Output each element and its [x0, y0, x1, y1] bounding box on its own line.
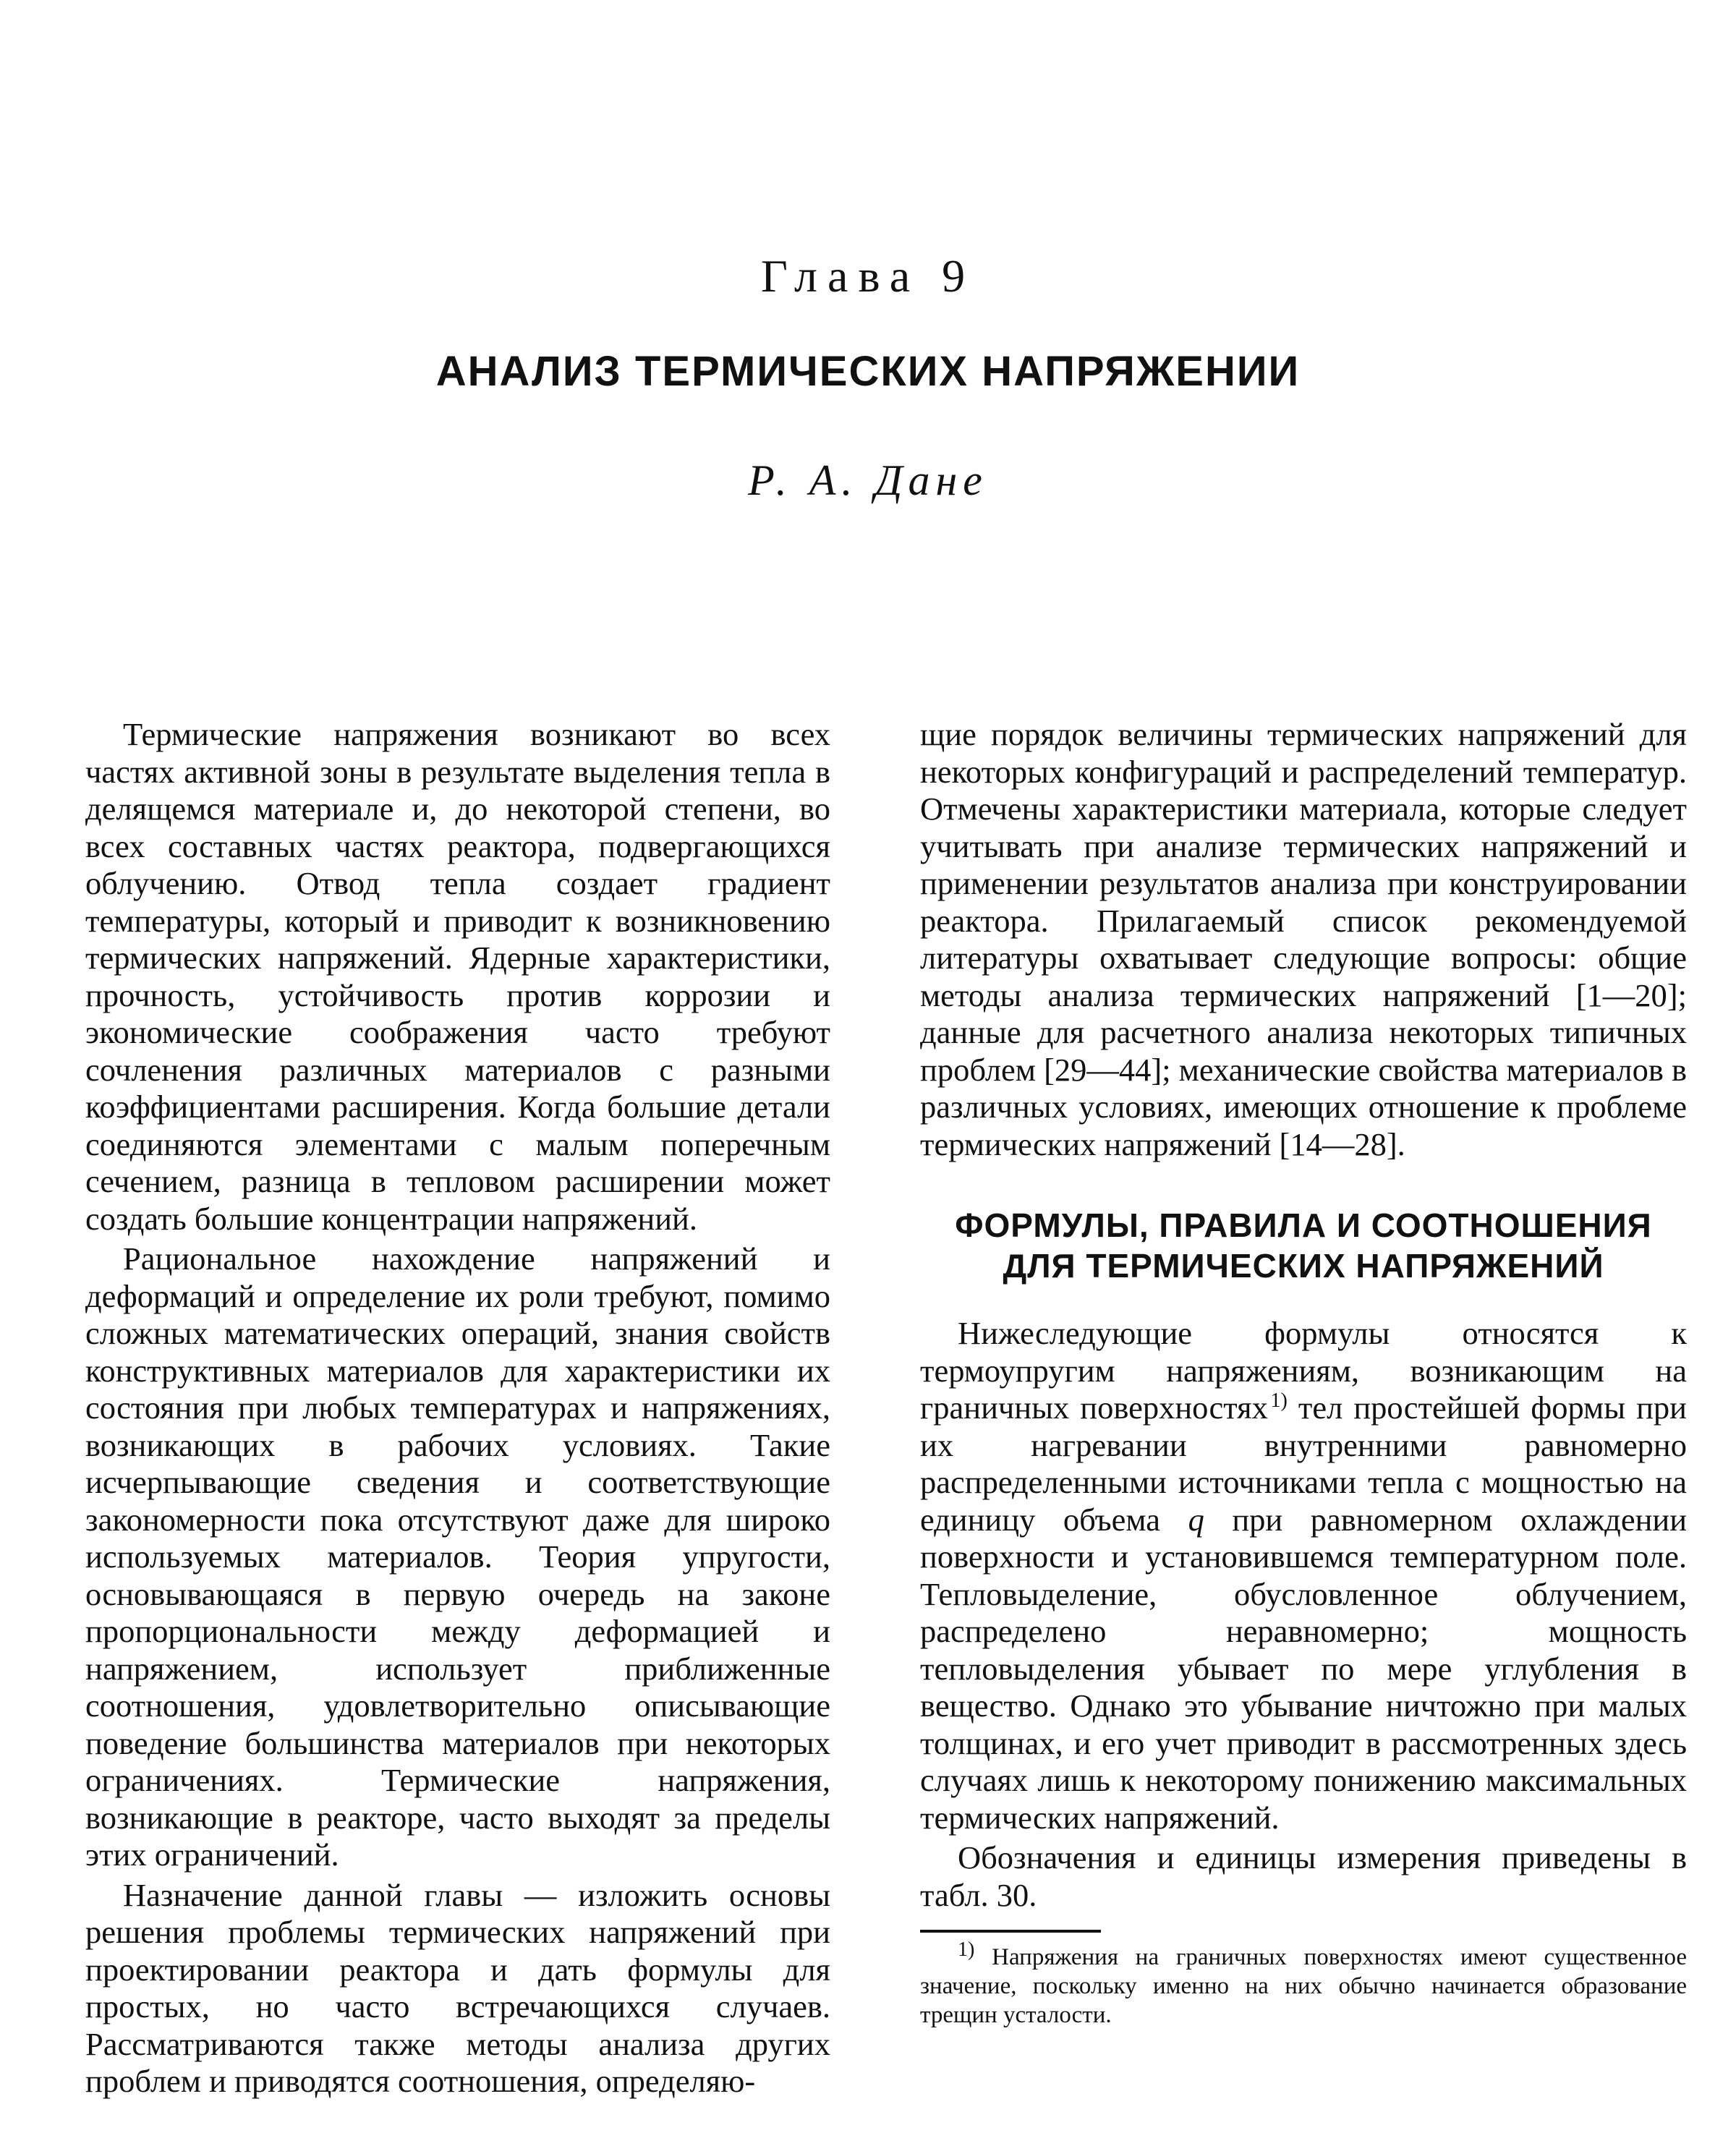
intro-paragraph-2: Рациональное нахождение напряжений и деформаций и определение их роли требуют, помимо сложных математических операций, знания свойств конструктивных материалов для характеристики их состояния при любых температурах и напряжениях, возникающих в рабочих условиях. Такие исчерпывающие сведения и соответствующие закономерности пока отсутствуют даже для широко используемых материалов. Теория упругости, основывающаяся в первую очередь на законе пропорциональности между деформацией и напряжением, использует приближенные соотношения, удовлетворительно описывающие поведение большинства материалов при некоторых ограничениях. Термические напряжения, возникающие в реакторе, часто выходят за пределы этих ограничений.	[85, 1240, 830, 1873]
chapter-label: Глава 9	[760, 250, 976, 302]
intro-paragraph-1: Термические напряжения возникают во всех частях активной зоны в результате выделения тепла в делящемся материале и, до некоторой степени, во всех составных частях реактора, подвергающихся облучению. Отвод тепла создает градиент температуры, который и приводит к возникновению термических напряжений. Ядерные характеристики, прочность, устойчивость против коррозии и экономические соображения часто требуют сочленения различных материалов с разными коэффициентами расширения. Когда большие детали соединяются элементами с малым поперечным сечением, разница в тепловом расширении может создать большие концентрации напряжений.	[85, 716, 830, 1237]
section-heading	[920, 1205, 1687, 1286]
footnote-marker: 1)	[958, 1938, 975, 1961]
footnote	[920, 1938, 1688, 2030]
footnote-reference: 1)	[1270, 1389, 1288, 1413]
section-heading-line-2: ДЛЯ ТЕРМИЧЕСКИХ НАПРЯЖЕНИЙ	[1003, 1247, 1604, 1285]
left-column	[85, 716, 830, 2100]
section-paragraph-1-part-c: при равномерном охлаждении поверхности и установившемся температурном поле. Тепловыделение, обусловленное облучением, распределено неравномерно; мощность тепловыделения убывает по мере углубления в вещество. Однако это убывание ничтожно при малых толщинах, и его учет приводит в рассмотренных здесь случаях лишь к некоторому понижению максимальных термических напряжений.	[920, 1501, 1688, 1836]
intro-paragraph-3: Назначение данной главы — изложить основы решения проблемы термических напряжений при проектировании реактора и дать формулы для простых, но часто встречающихся случаев. Рассматриваются также методы анализа других проблем и приводятся соотношения, определяю-	[85, 1876, 830, 2099]
section-paragraph-1-part-a: Нижеследующие формулы относятся к термоупругим напряжениям, возникающим на граничных поверхностях	[920, 1315, 1687, 1426]
section-heading-line-1: ФОРМУЛЫ, ПРАВИЛА И СООТНОШЕНИЯ	[955, 1206, 1652, 1244]
section-paragraph-2: Обозначения и единицы измерения приведены в табл. 30.	[920, 1839, 1687, 1913]
footnote-divider	[920, 1930, 1101, 1933]
chapter-title: АНАЛИЗ ТЕРМИЧЕСКИХ НАПРЯЖЕНИИ	[435, 348, 1301, 395]
chapter-author: Р. А. Дане	[748, 456, 988, 504]
section-paragraph-1-part-b: тел простейшей формы при их нагревании внутренними равномерно распределенными источниками тепла с мощностью на единицу объема	[920, 1389, 1688, 1538]
right-column	[920, 716, 1687, 2030]
intro-paragraph-3-continued: щие порядок величины термических напряжений для некоторых конфигураций и распределений температур. Отмечены характеристики материала, которые следует учитывать при анализе термических напряжений и применении результатов анализа при конструировании реактора. Прилагаемый список рекомендуемой литературы охватывает следующие вопросы: общие методы анализа термических напряжений [1—20]; данные для расчетного анализа некоторых типичных проблем [29—44]; механические свойства материалов в различных условиях, имеющих отношение к проблеме термических напряжений [14—28].	[920, 716, 1687, 1162]
section-paragraph-1	[920, 1315, 1687, 1836]
footnote-text: Напряжения на граничных поверхностях имеют существенное значение, поскольку именно на них обычно начинается образование трещин усталости.	[920, 1944, 1688, 2028]
variable-q: q	[1188, 1501, 1204, 1538]
